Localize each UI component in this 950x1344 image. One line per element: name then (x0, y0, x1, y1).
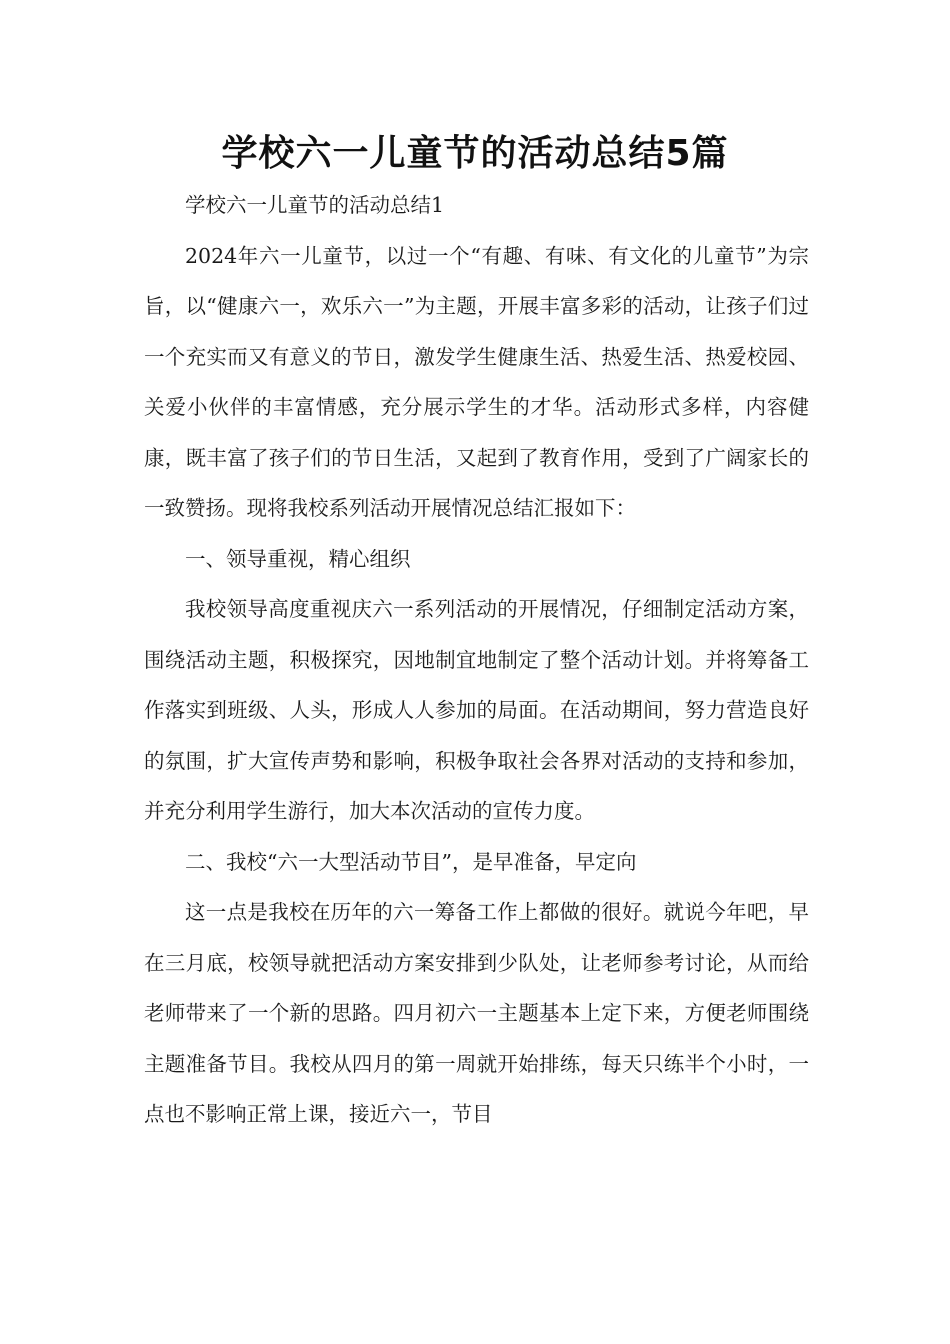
document-body (144, 180, 809, 1140)
body-paragraph: 2024年六一儿童节，以过一个“有趣、有味、有文化的儿童节”为宗旨，以“健康六一，欢乐六一”为主题，开展丰富多彩的活动，让孩子们过一个充实而又有意义的节日，激发学生健康生活、热爱生活、热爱校园、关爱小伙伴的丰富情感，充分展示学生的才华。活动形式多样，内容健康，既丰富了孩子们的节日生活，又起到了教育作用，受到了广阔家长的一致赞扬。现将我校系列活动开展情况总结汇报如下： (144, 243, 809, 520)
section-heading: 学校六一儿童节的活动总结1 (185, 193, 445, 217)
section-heading: 二、我校“六一大型活动节目”，是早准备，早定向 (185, 849, 637, 874)
body-paragraph: 我校领导高度重视庆六一系列活动的开展情况，仔细制定活动方案，围绕活动主题，积极探究，因地制宜地制定了整个活动计划。并将筹备工作落实到班级、人头，形成人人参加的局面。在活动期间，努力营造良好的氛围，扩大宣传声势和影响，积极争取社会各界对活动的支持和参加，并充分利用学生游行，加大本次活动的宣传力度。 (144, 597, 809, 823)
document-title: 学校六一儿童节的活动总结5篇 (221, 133, 729, 174)
section-heading: 一、领导重视，精心组织 (185, 546, 411, 571)
body-paragraph: 这一点是我校在历年的六一筹备工作上都做的很好。就说今年吧，早在三月底，校领导就把活动方案安排到少队处，让老师参考讨论，从而给老师带来了一个新的思路。四月初六一主题基本上定下来，方便老师围绕主题准备节目。我校从四月的第一周就开始排练，每天只练半个小时，一点也不影响正常上课，接近六一，节目 (144, 900, 809, 1126)
